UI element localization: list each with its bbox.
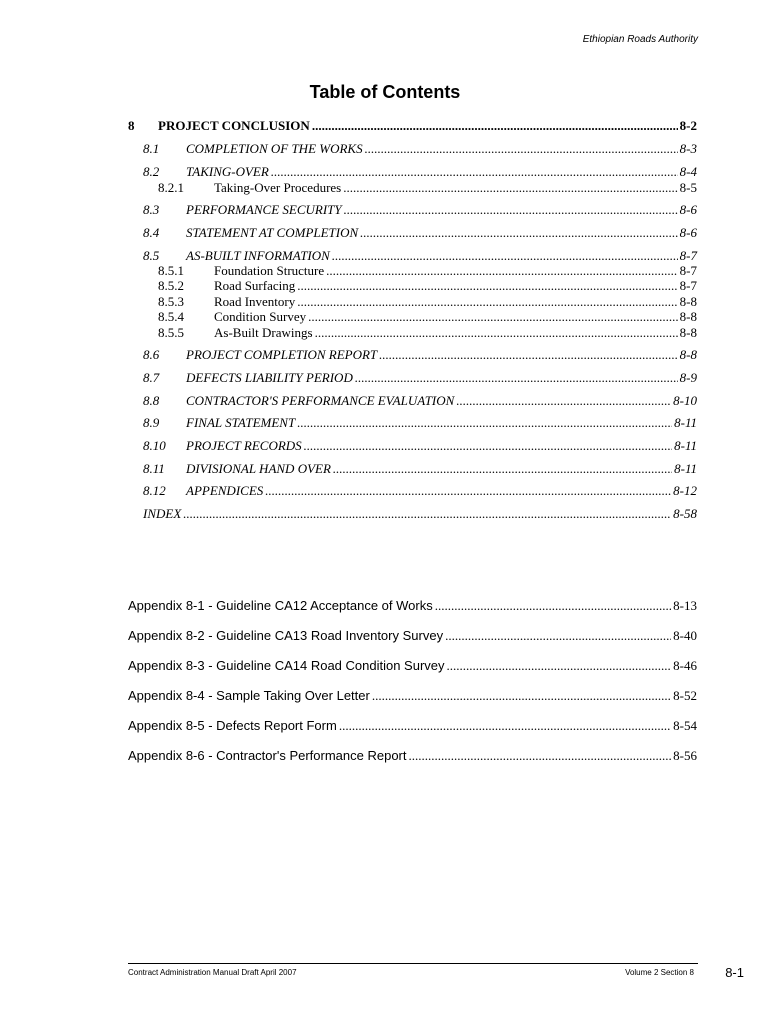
dot-leader	[271, 164, 678, 180]
toc-entry-page: 8-2	[679, 118, 697, 133]
toc-entry-label: PROJECT RECORDS	[186, 438, 302, 453]
toc-entry-label: DEFECTS LIABILITY PERIOD	[186, 370, 353, 385]
toc-entry[interactable]	[158, 309, 697, 325]
appendix-entry-page: 8-46	[673, 658, 697, 673]
dot-leader	[344, 202, 678, 218]
toc-entry[interactable]	[143, 202, 697, 218]
dot-leader	[297, 415, 672, 431]
toc-entry-page: 8-7	[679, 278, 697, 293]
toc-entry-label: STATEMENT AT COMPLETION	[186, 225, 359, 240]
toc-entry[interactable]	[128, 118, 697, 134]
toc-entry-page: 8-9	[679, 370, 697, 385]
dot-leader	[297, 294, 677, 310]
dot-leader	[445, 628, 671, 644]
toc-entry-page: 8-10	[673, 393, 697, 408]
toc-entry-page: 8-7	[679, 248, 697, 263]
appendix-entry-page: 8-56	[673, 748, 697, 763]
dot-leader	[265, 483, 671, 499]
toc-entry[interactable]	[158, 263, 697, 279]
toc-entry-page: 8-58	[673, 506, 697, 521]
toc-entry-label: FINAL STATEMENT	[186, 415, 296, 430]
dot-leader	[304, 438, 672, 454]
toc-entry-number: 8.5.5	[158, 325, 184, 340]
toc-entry[interactable]	[143, 506, 697, 522]
toc-entry-label: APPENDICES	[186, 483, 264, 498]
toc-entry-number: 8.6	[143, 347, 160, 362]
dot-leader	[360, 225, 677, 241]
dot-leader	[297, 278, 677, 294]
toc-entry[interactable]	[143, 225, 697, 241]
toc-entry-number: 8.11	[143, 461, 165, 476]
toc-entry-number: 8.5.1	[158, 263, 184, 278]
appendix-entry-page: 8-54	[673, 718, 697, 733]
appendix-entry-label: Appendix 8-5 - Defects Report Form	[128, 718, 337, 733]
appendix-entry-page: 8-13	[673, 598, 697, 613]
dot-leader	[339, 718, 671, 734]
toc-entry-number: 8.8	[143, 393, 160, 408]
toc-entry[interactable]	[143, 347, 697, 363]
appendix-entry[interactable]	[128, 688, 697, 704]
toc-entry[interactable]	[143, 438, 697, 454]
toc-entry-label: INDEX	[143, 506, 182, 521]
toc-entry-page: 8-3	[679, 141, 697, 156]
dot-leader	[343, 180, 677, 196]
toc-entry[interactable]	[143, 393, 697, 409]
toc-entry-label: PROJECT CONCLUSION	[158, 118, 310, 133]
toc-entry[interactable]	[143, 141, 697, 157]
toc-entry-number: 8.5	[143, 248, 160, 263]
toc-entry-number: 8.5.3	[158, 294, 184, 309]
toc-entry[interactable]	[143, 415, 697, 431]
toc-entry-page: 8-6	[679, 202, 697, 217]
toc-entry[interactable]	[143, 164, 697, 180]
toc-entry-label: PROJECT COMPLETION REPORT	[186, 347, 378, 362]
dot-leader	[308, 309, 678, 325]
appendix-entry-label: Appendix 8-1 - Guideline CA12 Acceptance of Works	[128, 598, 433, 613]
toc-entry-label: As-Built Drawings	[214, 325, 313, 340]
toc-entry-label: Condition Survey	[214, 309, 307, 324]
toc-entry-label: Foundation Structure	[214, 263, 325, 278]
toc-entry-page: 8-7	[679, 263, 697, 278]
appendix-entry-label: Appendix 8-3 - Guideline CA14 Road Condition Survey	[128, 658, 445, 673]
dot-leader	[447, 658, 672, 674]
appendix-entry[interactable]	[128, 658, 697, 674]
toc-entry[interactable]	[143, 370, 697, 386]
toc-entry-label: Taking-Over Procedures	[214, 180, 342, 195]
dot-leader	[365, 141, 678, 157]
toc-entry-page: 8-11	[674, 415, 697, 430]
toc-entry-label: TAKING-OVER	[186, 164, 269, 179]
toc-entry-number: 8.4	[143, 225, 160, 240]
toc-entry-label: DIVISIONAL HAND OVER	[186, 461, 331, 476]
dot-leader	[372, 688, 671, 704]
toc-entry[interactable]	[143, 483, 697, 499]
dot-leader	[326, 263, 678, 279]
footer-right: Volume 2 Section 8	[625, 968, 694, 977]
appendix-entry-label: Appendix 8-4 - Sample Taking Over Letter	[128, 688, 370, 703]
toc-entry-number: 8.9	[143, 415, 160, 430]
toc-entry-page: 8-8	[679, 325, 697, 340]
toc-entry[interactable]	[143, 248, 697, 264]
toc-entry-label: COMPLETION OF THE WORKS	[186, 141, 363, 156]
page-number: 8-1	[725, 965, 744, 980]
toc-entry-label: AS-BUILT INFORMATION	[186, 248, 330, 263]
toc-entry-number: 8.5.2	[158, 278, 184, 293]
dot-leader	[333, 461, 672, 477]
appendix-entry-page: 8-52	[673, 688, 697, 703]
toc-entry[interactable]	[158, 294, 697, 310]
toc-entry-page: 8-5	[679, 180, 697, 195]
toc-entry-page: 8-12	[673, 483, 697, 498]
toc-entry[interactable]	[143, 461, 697, 477]
appendix-entry[interactable]	[128, 598, 697, 614]
running-header: Ethiopian Roads Authority	[582, 34, 698, 45]
toc-entry-number: 8.10	[143, 438, 166, 453]
toc-entry-number: 8.1	[143, 141, 160, 156]
footer-left: Contract Administration Manual Draft April 2007	[128, 968, 297, 977]
appendix-entry-page: 8-40	[673, 628, 697, 643]
toc-entry[interactable]	[158, 278, 697, 294]
toc-entry-page: 8-8	[679, 347, 697, 362]
toc-entry-number: 8	[128, 118, 135, 133]
toc-entry-number: 8.12	[143, 483, 166, 498]
toc-entry-label: Road Inventory	[214, 294, 296, 309]
dot-leader	[332, 248, 678, 264]
toc-entry-label: PERFORMANCE SECURITY	[186, 202, 342, 217]
appendix-entry[interactable]	[128, 718, 697, 734]
dot-leader	[379, 347, 678, 363]
dot-leader	[355, 370, 678, 386]
footer-divider	[128, 963, 698, 964]
toc-entry-label: Road Surfacing	[214, 278, 296, 293]
toc-entry-page: 8-4	[679, 164, 697, 179]
toc-entry-number: 8.7	[143, 370, 160, 385]
toc-entry-page: 8-11	[674, 438, 697, 453]
toc-entry-page: 8-8	[679, 309, 697, 324]
appendix-entry[interactable]	[128, 628, 697, 644]
toc-entry-label: CONTRACTOR'S PERFORMANCE EVALUATION	[186, 393, 455, 408]
dot-leader	[409, 748, 672, 764]
appendix-entry-label: Appendix 8-6 - Contractor's Performance Report	[128, 748, 407, 763]
toc-entry-number: 8.5.4	[158, 309, 184, 324]
dot-leader	[183, 506, 671, 522]
toc-entry-page: 8-6	[679, 225, 697, 240]
dot-leader	[315, 325, 678, 341]
toc-entry[interactable]	[158, 325, 697, 341]
dot-leader	[312, 118, 678, 134]
dot-leader	[456, 393, 671, 409]
appendix-entry-label: Appendix 8-2 - Guideline CA13 Road Inventory Survey	[128, 628, 444, 643]
toc-entry-number: 8.2.1	[158, 180, 184, 195]
dot-leader	[435, 598, 671, 614]
toc-entry-number: 8.2	[143, 164, 160, 179]
toc-entry[interactable]	[158, 180, 697, 196]
appendix-entry[interactable]	[128, 748, 697, 764]
page-title: Table of Contents	[309, 82, 461, 102]
toc-entry-number: 8.3	[143, 202, 160, 217]
toc-entry-page: 8-11	[674, 461, 697, 476]
toc-entry-page: 8-8	[679, 294, 697, 309]
